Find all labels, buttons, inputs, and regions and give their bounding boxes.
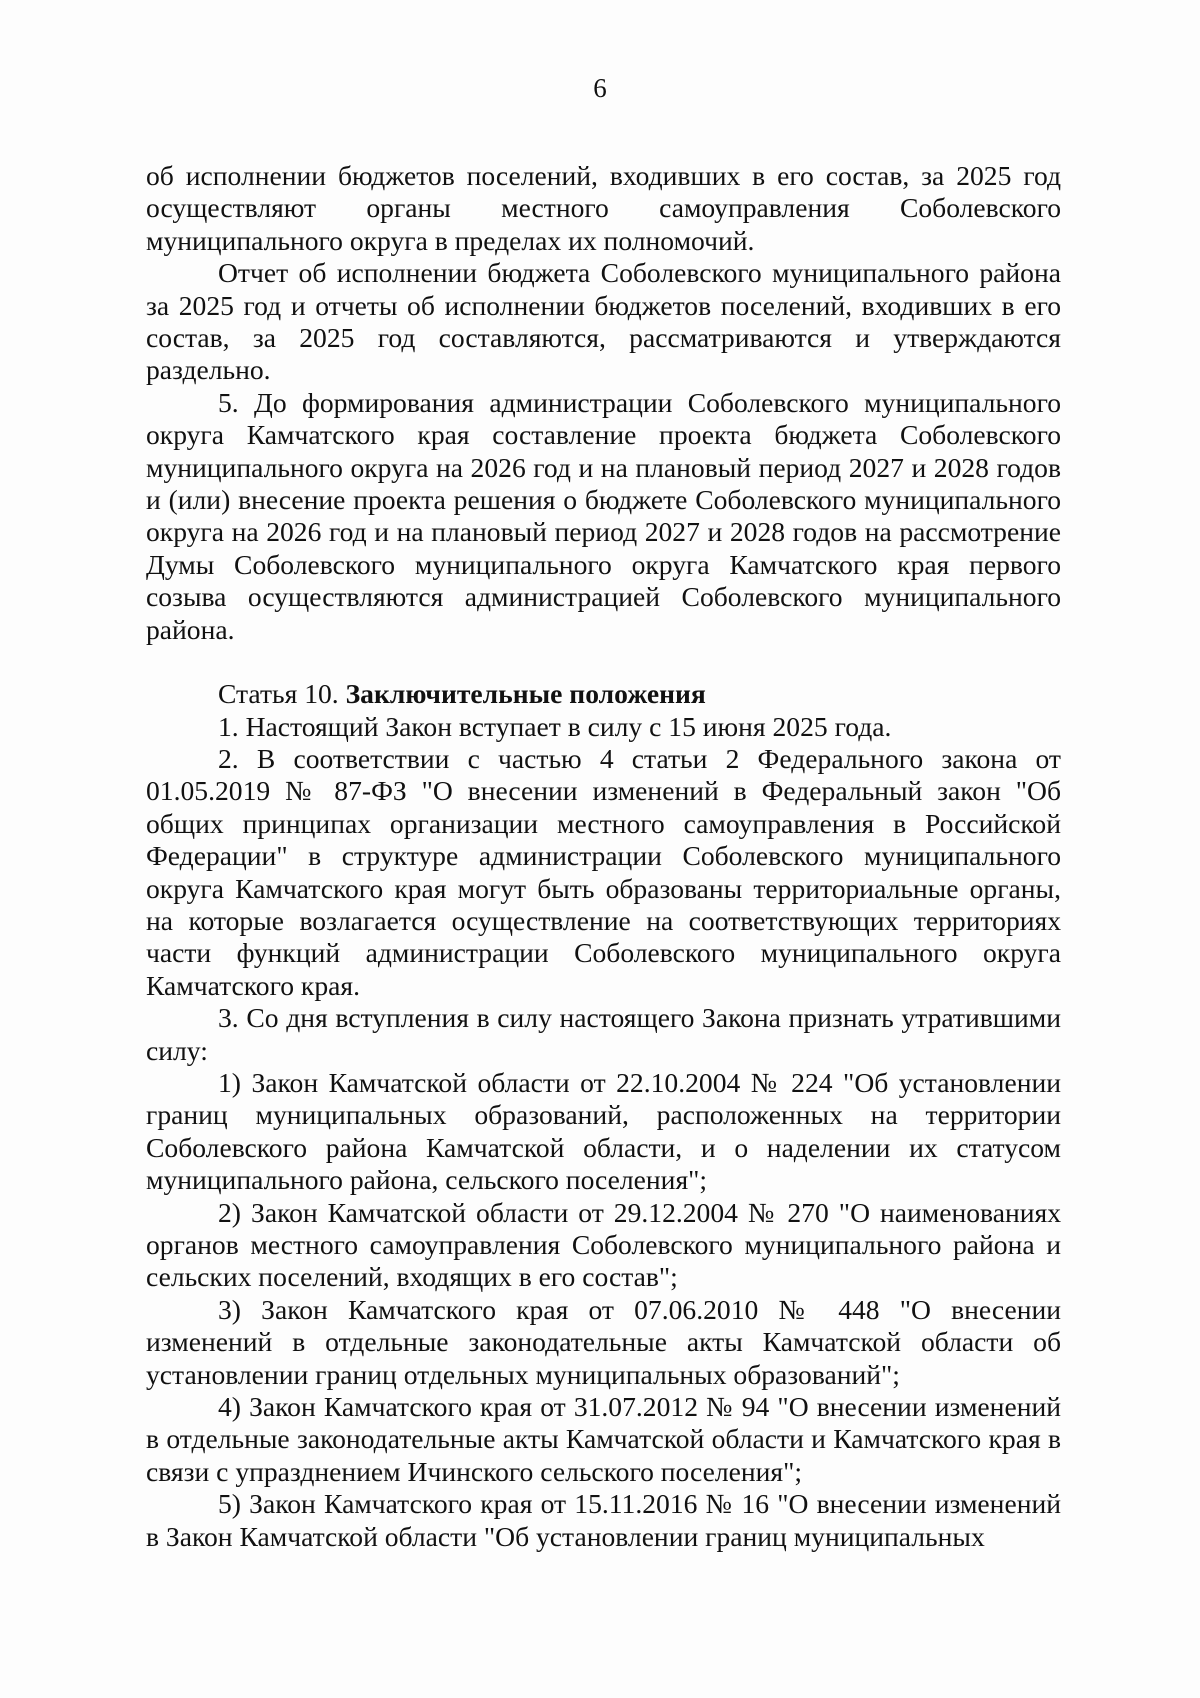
paragraph: 3. Со дня вступления в силу настоящего Закона признать утратившими силу: <box>146 1002 1061 1066</box>
document-body <box>146 160 1061 1553</box>
article-title: Заключительные положения <box>345 678 706 710</box>
list-item: 4) Закон Камчатского края от 31.07.2012 № 94 "О внесении изменений в отдельные законодательные акты Камчатской области и Камчатского края в связи с упразднением Ичинского сельского поселения"; <box>146 1391 1061 1487</box>
article-heading <box>146 678 1061 710</box>
paragraph: Отчет об исполнении бюджета Соболевского муниципального района за 2025 год и отчеты об исполнении бюджетов поселений, входивших в его состав, за 2025 год составляются, рассматриваются и утверждаются раздельно. <box>146 257 1061 386</box>
list-item: 1) Закон Камчатской области от 22.10.2004 № 224 "Об установлении границ муниципальных образований, расположенных на территории Соболевского района Камчатской области, и о наделении их статусом муниципального района, сельского поселения"; <box>146 1066 1061 1196</box>
paragraph: 1. Настоящий Закон вступает в силу с 15 июня 2025 года. <box>218 710 892 742</box>
list-item: 3) Закон Камчатского края от 07.06.2010 № 448 "О внесении изменений в отдельные законодательные акты Камчатской области об установлении границ отдельных муниципальных образований"; <box>146 1293 1061 1390</box>
paragraph: об исполнении бюджетов поселений, входивших в его состав, за 2025 год осуществляют органы местного самоуправления Соболевского муниципального округа в пределах их полномочий. <box>146 160 1061 256</box>
article-label: Статья 10. <box>218 678 339 710</box>
paragraph: 5. До формирования администрации Соболевского муниципального округа Камчатского края составление проекта бюджета Соболевского муниципального округа на 2026 год и на плановый период 2027 и 2028 годов и (или) внесение проекта решения о бюджете Соболевского муниципального округа на 2026 год и на плановый период 2027 и 2028 годов на рассмотрение Думы Соболевского муниципального округа Камчатского края первого созыва осуществляются администрацией Соболевского муниципального района. <box>146 386 1061 645</box>
list-item: 5) Закон Камчатского края от 15.11.2016 № 16 "О внесении изменений в Закон Камчатской области "Об установлении границ муниципальных <box>146 1488 1061 1552</box>
page-number: 6 <box>593 73 607 103</box>
paragraph: 2. В соответствии с частью 4 статьи 2 Федерального закона от 01.05.2019 № 87-ФЗ "О внесении изменений в Федеральный закон "Об общих принципах организации местного самоуправления в Российской Федерации" в структуре администрации Соболевского муниципального округа Камчатского края могут быть образованы территориальные органы, на которые возлагается осуществление на соответствующих территориях части функций администрации Соболевского муниципального округа Камчатского края. <box>146 742 1061 1001</box>
list-item: 2) Закон Камчатской области от 29.12.2004 № 270 "О наименованиях органов местного самоуправления Соболевского муниципального района и сельских поселений, входящих в его состав"; <box>146 1196 1061 1293</box>
